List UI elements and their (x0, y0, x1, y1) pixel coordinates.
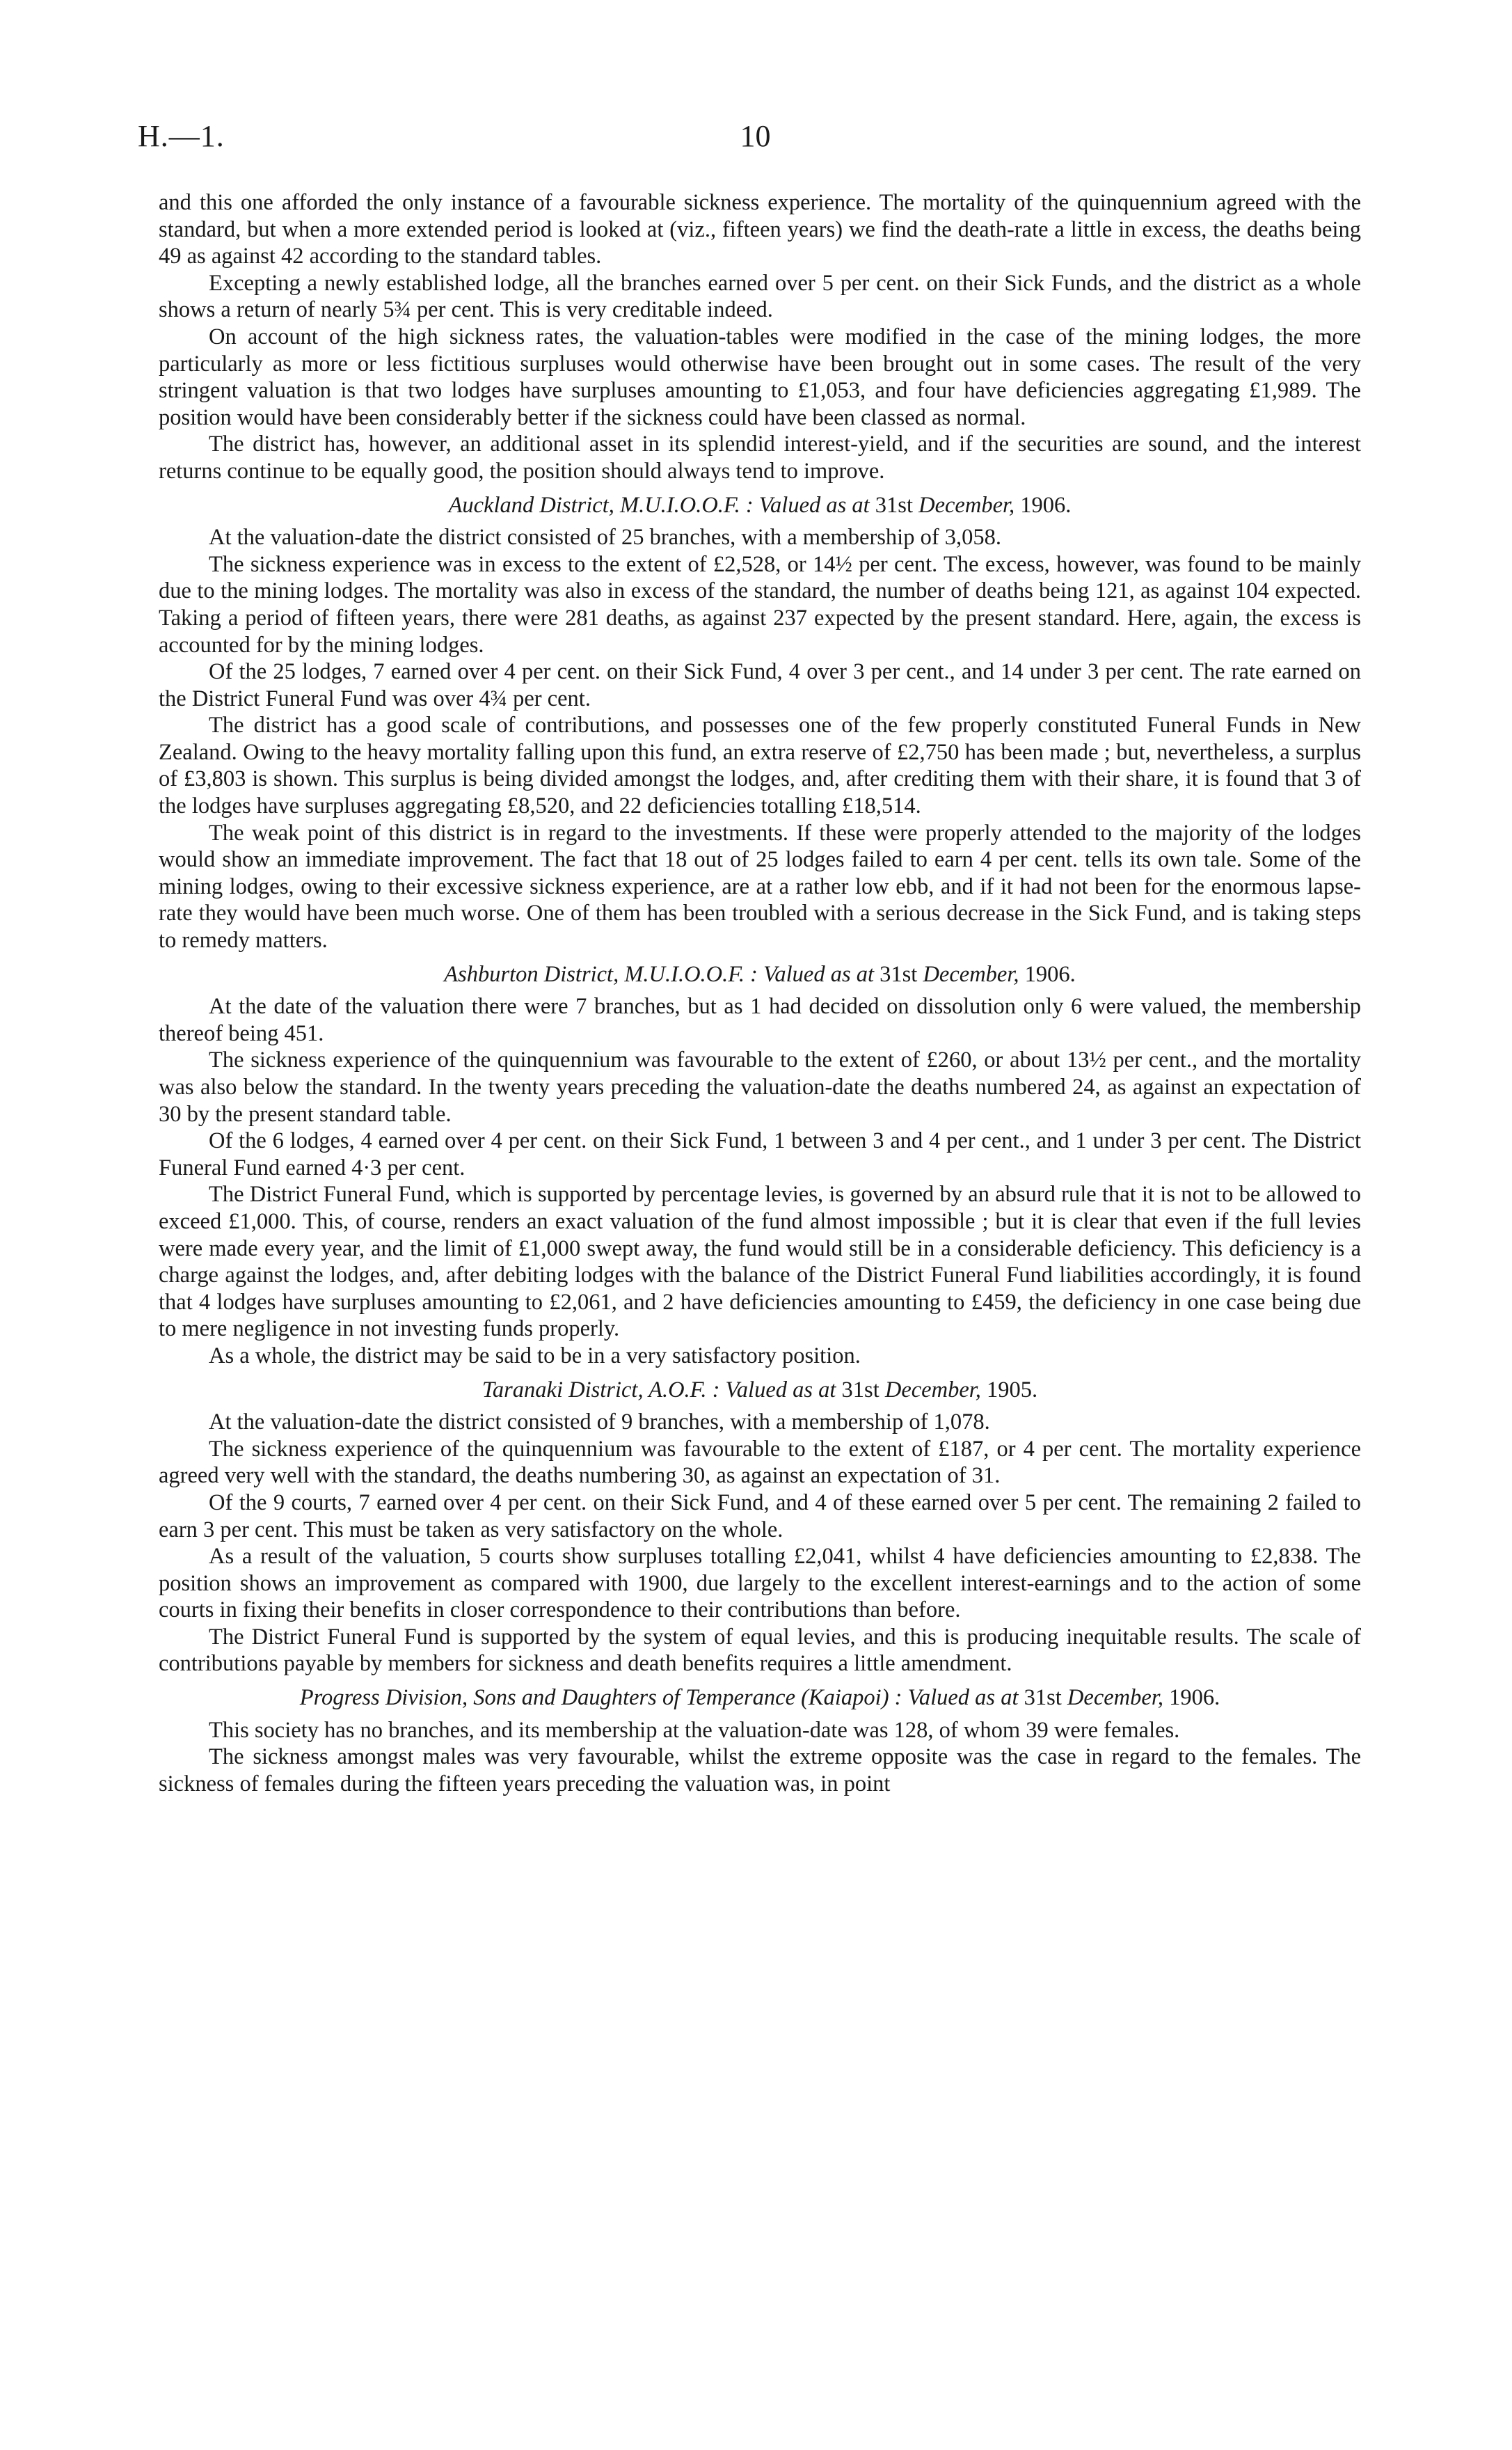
heading-year: 1906. (1020, 492, 1072, 518)
heading-text: Progress Division, Sons and Daughters of Temperance (Kaiapoi) : Valued as at (299, 1685, 1024, 1711)
paragraph: As a whole, the district may be said to be in a very satisfactory position. (209, 1343, 861, 1368)
heading-text: Taranaki District, A.O.F. : Valued as at (482, 1377, 842, 1402)
section-heading-progress-division (159, 1684, 1361, 1712)
document-id: H.—1. (138, 119, 225, 153)
paragraph: As a result of the valuation, 5 courts show surpluses totalling £2,041, whilst 4 have deficiencies amounting to £2,838. The position shows an improvement as compared with 1900, due largely to the excellent interest-earnings and to the action of some courts in fixing their benefits in closer correspondence to their contributions than before. (159, 1544, 1361, 1623)
paragraph: This society has no branches, and its membership at the valuation-date was 128, of whom 39 were females. (209, 1717, 1180, 1743)
paragraph: At the valuation-date the district consisted of 25 branches, with a membership of 3,058. (209, 525, 1002, 551)
heading-day: 31st (841, 1377, 880, 1402)
section-heading-auckland (159, 492, 1361, 519)
section-heading-taranaki (159, 1377, 1361, 1404)
page-header (138, 118, 1373, 167)
heading-year: 1906. (1169, 1685, 1220, 1711)
paragraph: At the valuation-date the district consisted of 9 branches, with a membership of 1,078. (209, 1409, 990, 1435)
paragraph: The sickness experience was in excess to the extent of £2,528, or 14½ per cent. The excess, however, was found to be mainly due to the mining lodges. The mortality was also in excess of the standard, the number of deaths being 121, as against 104 expected. Taking a period of fifteen years, there were 281 deaths, as against 237 expected by the present standard. Here, again, the excess is accounted for by the mining lodges. (159, 551, 1361, 658)
body-text (159, 189, 1361, 1797)
paragraph: The District Funeral Fund, which is supported by percentage levies, is governed by an absurd rule that it is not to be allowed to exceed £1,000. This, of course, renders an exact valuation of the fund almost impossible ; but it is clear that even if the full levies were made every year, and the limit of £1,000 swept away, the fund would still be in a considerable deficiency. This deficiency is a charge against the lodges, and, after debiting lodges with the balance of the District Funeral Fund liabilities accordingly, it is found that 4 lodges have surpluses amounting to £2,061, and 2 have deficiencies amounting to £459, the deficiency in one case being due to mere negligence in not investing funds properly. (159, 1182, 1361, 1342)
paragraph: At the date of the valuation there were 7 branches, but as 1 had decided on dissolution only 6 were valued, the membership thereof being 451. (159, 994, 1361, 1046)
heading-month: December, (879, 1377, 987, 1402)
heading-day: 31st (875, 492, 913, 518)
paragraph: Of the 25 lodges, 7 earned over 4 per cent. on their Sick Fund, 4 over 3 per cent., and 14 under 3 per cent. The rate earned on the District Funeral Fund was over 4¾ per cent. (159, 659, 1361, 711)
heading-text: Auckland District, M.U.I.O.O.F. : Valued as at (448, 492, 875, 518)
page-number: 10 (740, 119, 771, 153)
paragraph: The weak point of this district is in regard to the investments. If these were properly attended to the majority of the lodges would show an immediate improvement. The fact that 18 out of 25 lodges failed to earn 4 per cent. tells its own tale. Some of the mining lodges, owing to their excessive sickness experience, are at a rather low ebb, and if it had not been for the enormous lapse-rate they would have been much worse. One of them has been troubled with a serious decrease in the Sick Fund, and is taking steps to remedy matters. (159, 820, 1361, 954)
heading-day: 31st (880, 961, 918, 987)
paragraph: The district has a good scale of contributions, and possesses one of the few properly constituted Funeral Funds in New Zealand. Owing to the heavy mortality falling upon this fund, an extra reserve of £2,750 has been made ; but, nevertheless, a surplus of £3,803 is shown. This surplus is being divided amongst the lodges, and, after crediting them with their share, it is found that 3 of the lodges have surpluses aggregating £8,520, and 22 deficiencies totalling £18,514. (159, 713, 1361, 819)
paragraph: The District Funeral Fund is supported by the system of equal levies, and this is producing inequitable results. The scale of contributions payable by members for sickness and death benefits requires a little amendment. (159, 1624, 1361, 1677)
heading-year: 1906. (1024, 961, 1076, 987)
heading-day: 31st (1024, 1685, 1062, 1711)
heading-year: 1905. (987, 1377, 1038, 1402)
paragraph: The sickness experience of the quinquennium was favourable to the extent of £187, or 4 per cent. The mortality experience agreed very well with the standard, the deaths numbering 30, as against an expectation of 31. (159, 1436, 1361, 1489)
heading-month: December, (917, 961, 1025, 987)
paragraph: Of the 9 courts, 7 earned over 4 per cent. on their Sick Fund, and 4 of these earned over 5 per cent. The remaining 2 failed to earn 3 per cent. This must be taken as very satisfactory on the whole. (159, 1489, 1361, 1542)
paragraph: The sickness amongst males was very favourable, whilst the extreme opposite was the case in regard to the females. The sickness of females during the fifteen years preceding the valuation was, in point (159, 1744, 1361, 1796)
heading-month: December, (1061, 1685, 1170, 1711)
section-heading-ashburton (159, 961, 1361, 988)
paragraph: and this one afforded the only instance of a favourable sickness experience. The mortality of the quinquennium agreed with the standard, but when a more extended period is looked at (viz., fifteen years) we find the death-rate a little in excess, the deaths being 49 as against 42 according to the standard tables. (159, 190, 1361, 269)
paragraph: Of the 6 lodges, 4 earned over 4 per cent. on their Sick Fund, 1 between 3 and 4 per cent., and 1 under 3 per cent. The District Funeral Fund earned 4·3 per cent. (159, 1128, 1361, 1180)
paragraph: The district has, however, an additional asset in its splendid interest-yield, and if the securities are sound, and the interest returns continue to be equally good, the position should always tend to improve. (159, 432, 1361, 484)
heading-text: Ashburton District, M.U.I.O.O.F. : Valued as at (444, 961, 880, 987)
paragraph: On account of the high sickness rates, the valuation-tables were modified in the case of the mining lodges, the more particularly as more or less fictitious surpluses would otherwise have been brought out in some cases. The result of the very stringent valuation is that two lodges have surpluses amounting to £1,053, and four have deficiencies aggregating £1,989. The position would have been considerably better if the sickness could have been classed as normal. (159, 324, 1361, 430)
paragraph: Excepting a newly established lodge, all the branches earned over 5 per cent. on their Sick Funds, and the district as a whole shows a return of nearly 5¾ per cent. This is very creditable indeed. (159, 270, 1361, 323)
heading-month: December, (912, 492, 1021, 518)
paragraph: The sickness experience of the quinquennium was favourable to the extent of £260, or about 13½ per cent., and the mortality was also below the standard. In the twenty years preceding the valuation-date the deaths numbered 24, as against an expectation of 30 by the present standard table. (159, 1048, 1361, 1127)
